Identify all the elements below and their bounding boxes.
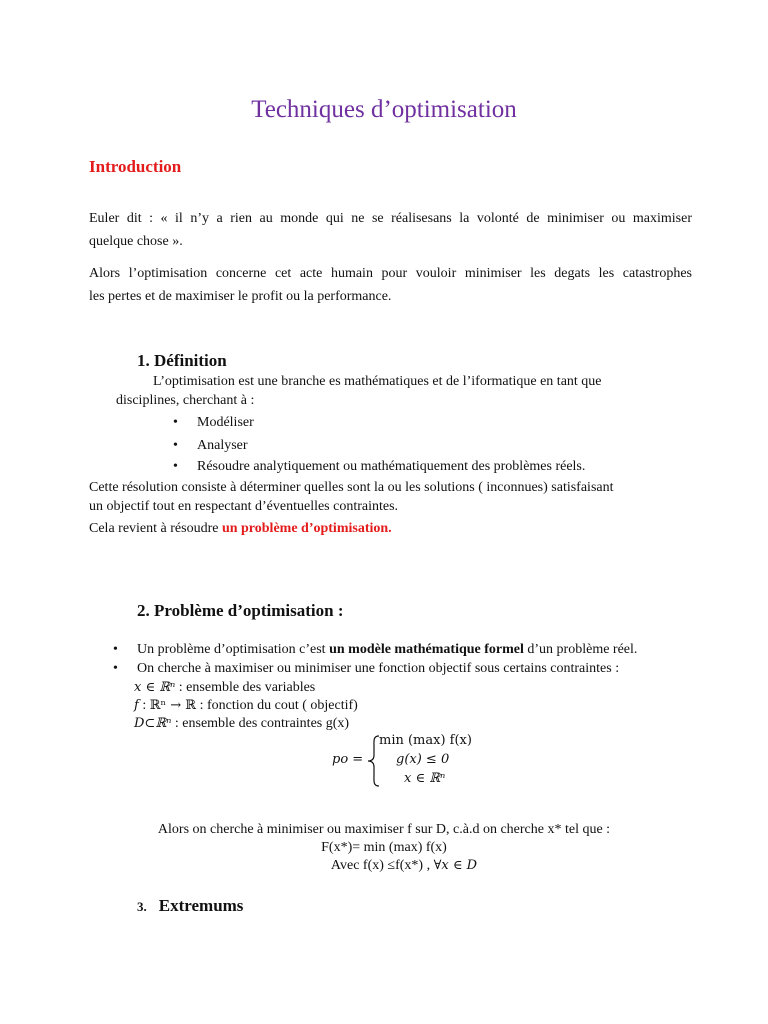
probleme-bullet-2 — [113, 661, 619, 677]
alors-line-1: Alors l’optimisation concerne cet acte humain pour vouloir minimiser les degats les catastrophes — [89, 266, 692, 281]
bullet-text: Modéliser — [197, 415, 254, 430]
var3-text: : ensemble des contraintes g(x) — [171, 716, 350, 731]
po-line-3: x ∈ ℝⁿ — [404, 771, 446, 786]
probleme-heading: 2. Problème d’optimisation : — [137, 601, 344, 620]
bullet-dot: • — [113, 642, 118, 657]
var2-math: f — [134, 698, 139, 713]
var2-mid: : — [138, 698, 150, 713]
conclusion-line-2: F(x*)= min (max) f(x) — [321, 840, 447, 855]
definition-line-5 — [89, 521, 392, 537]
extremums-heading — [137, 896, 243, 916]
euler-line-2: quelque chose ». — [89, 234, 183, 249]
po-line-2: g(x) ≤ 0 — [396, 752, 450, 767]
bullet-text: Analyser — [197, 438, 248, 453]
conclusion-3-prefix: Avec f(x) ≤f(x*) , — [330, 858, 434, 873]
definition-bullet-1 — [173, 415, 254, 431]
definition-line-5-prefix: Cela revient à résoudre — [89, 521, 222, 536]
probleme-bullet-1 — [113, 642, 637, 658]
definition-line-2: disciplines, cherchant à : — [116, 393, 255, 408]
euler-paragraph — [89, 207, 692, 253]
var2-text: : fonction du cout ( objectif) — [196, 698, 358, 713]
b1-suffix: d’un problème réel. — [523, 642, 638, 657]
highlight-probleme: un problème d’optimisation. — [221, 521, 392, 536]
page-title: Techniques d’optimisation — [251, 96, 517, 123]
bullet-text: Résoudre analytiquement ou mathématiquement des problèmes réels. — [197, 459, 586, 474]
conclusion-line-3 — [0, 858, 768, 874]
fonction-line — [134, 698, 358, 714]
definition-heading: 1. Définition — [137, 351, 227, 370]
var1-math: x ∈ ℝⁿ — [134, 680, 176, 695]
definition-bullet-3 — [173, 459, 585, 475]
conclusion-line-1: Alors on cherche à minimiser ou maximiser f sur D, c.à.d on cherche x* tel que : — [157, 822, 611, 837]
var2-math2: ℝⁿ → ℝ — [149, 698, 197, 713]
po-line-1: min (max) f(x) — [379, 733, 472, 748]
extremums-number: 3. — [137, 899, 147, 914]
definition-bullet-2 — [173, 438, 248, 454]
introduction-heading: Introduction — [89, 157, 182, 176]
contraintes-line — [134, 716, 349, 732]
var1-text: : ensemble des variables — [175, 680, 316, 695]
extremums-title: Extremums — [158, 896, 244, 915]
b2-text: On cherche à maximiser ou minimiser une fonction objectif sous certains contraintes : — [137, 661, 620, 676]
conclusion-3-math: ∀x ∈ D — [433, 858, 478, 873]
euler-line-1: Euler dit : « il n’y a rien au monde qui ne se réalisesans la volonté de minimiser ou maximiser — [89, 211, 692, 226]
b1-prefix: Un problème d’optimisation c’est — [137, 642, 330, 657]
definition-line-3: Cette résolution consiste à déterminer quelles sont la ou les solutions ( inconnues) satisfaisant — [89, 480, 614, 495]
alors-paragraph — [89, 262, 692, 308]
alors-line-2: les pertes et de maximiser le profit ou la performance. — [89, 289, 392, 304]
var3-math: D⊂ℝⁿ — [134, 716, 172, 731]
bullet-dot: • — [173, 415, 178, 430]
b1-bold: un modèle mathématique formel — [329, 642, 524, 657]
variables-line — [134, 680, 315, 696]
definition-line-1: L’optimisation est une branche es mathématiques et de l’iformatique en tant que — [153, 374, 602, 389]
bullet-dot: • — [173, 438, 178, 453]
bullet-dot: • — [113, 661, 118, 676]
po-label: po = — [332, 752, 364, 767]
bullet-dot: • — [173, 459, 178, 474]
definition-line-4: un objectif tout en respectant d’éventuelles contraintes. — [89, 499, 399, 514]
